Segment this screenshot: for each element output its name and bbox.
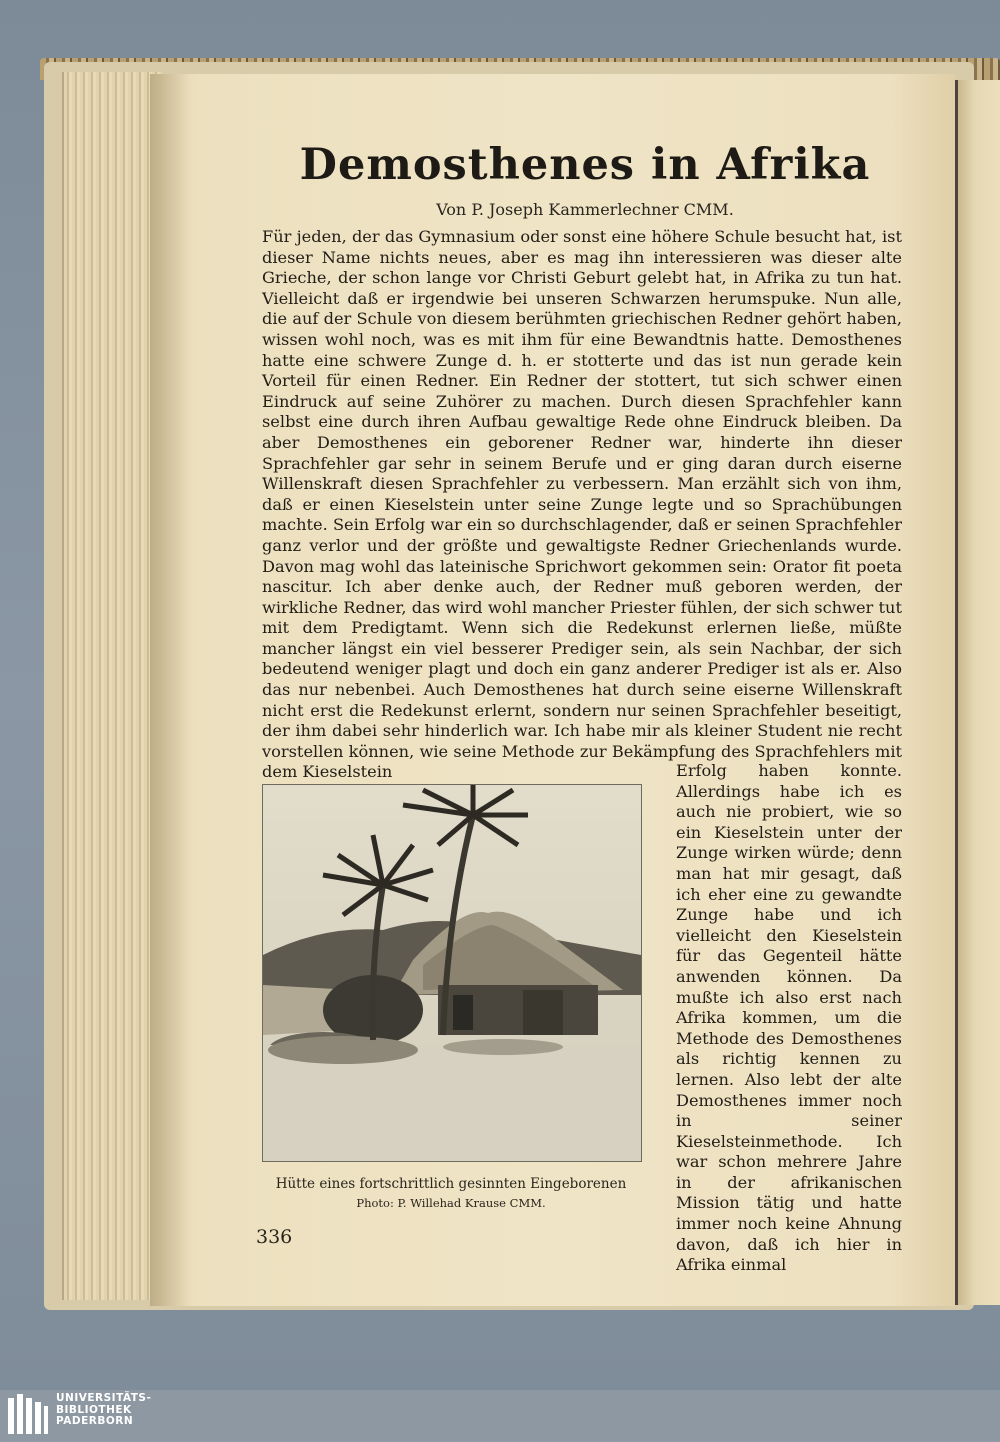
hut-photo [262,784,642,1162]
gutter-shadow [150,74,190,1306]
library-name-line-2: BIBLIOTHEK [56,1403,132,1416]
library-name [56,1393,151,1428]
page-stack [62,72,162,1300]
article-title: Demosthenes in Afrika [299,140,871,190]
article-body-side-column: Erfolg haben konnte. Allerdings habe ich es auch nie probiert, wie so ein Kieselstein unter der Zunge wirken würde; denn man hat mir gesagt, daß ich eher eine zu gewandte Zunge habe und ich vielleicht den Kieselstein für das Gegenteil hätte anwenden können. Da mußte ich also erst nach Afrika kommen, um die Methode des Demosthenes als richtig kennen zu lernen. Also lebt der alte Demosthenes immer noch in seiner Kieselsteinmethode. Ich war schon mehrere Jahre in der afrikanischen Mission tätig und hatte immer noch keine Ahnung davon, daß ich hier in Afrika einmal [676,761,902,1275]
library-name-line-1: UNIVERSITÄTS- [56,1392,152,1404]
library-name-line-3: PADERBORN [56,1415,134,1427]
article-byline: Von P. Joseph Kammerlechner CMM. [436,200,734,219]
page-number: 336 [256,1226,293,1248]
photo-caption: Hütte eines fortschrittlich gesinnten Eingeborenen [275,1176,627,1192]
article-body: Für jeden, der das Gymnasium oder sonst eine höhere Schule besucht hat, ist dieser Name nichts neues, aber es mag ihn interessieren was dieser alte Grieche, der schon lange vor Christi Geburt gelebt hat, in Afrika zu tun hat. Vielleicht daß er irgendwie bei unseren Schwarzen herumspuke. Nun alle, die auf der Schule von diesem berühmten griechischen Redner gehört haben, wissen wohl noch, was es mit ihm für eine Bewandtnis hatte. Demosthenes hatte eine schwere Zunge d. h. er stotterte und das ist nun gerade kein Vorteil für einen Redner. Ein Redner der stottert, tut sich schwer einen Eindruck auf seine Zuhörer zu machen. Durch diesen Sprachfehler kann selbst eine durch ihren Aufbau gewaltige Rede ohne Eindruck bleiben. Da aber Demosthenes ein geborener Redner war, hinderte ihn dieser Sprachfehler gar sehr in seinem Berufe und er ging daran durch eiserne Willenskraft diesen Sprachfehler zu verbessern. Man erzählt sich von ihm, daß er einen Kieselstein unter seine Zunge legte und so Sprachübungen machte. Sein Erfolg war ein so durchschlagender, daß er seinen Sprachfehler ganz verlor und der größte und gewaltigste Redner Griechenlands wurde. Davon mag wohl das lateinische Sprichwort gekommen sein: Orator fit poeta nascitur. Ich aber denke auch, der Redner muß geboren werden, der wirkliche Redner, das wird wohl mancher Priester fühlen, der sich schwer tut mit dem Predigtamt. Wenn sich die Redekunst erlernen ließe, müßte mancher längst ein viel besserer Prediger sein, als sein Nachbar, der sich bedeutend weniger plagt und doch ein ganz anderer Prediger ist als er. Also das nur nebenbei. Auch Demosthenes hat durch seine eiserne Willenskraft nicht erst die Redekunst erlernt, sondern nur seinen Sprachfehler beseitigt, der ihm dabei sehr hinderlich war. Ich habe mir als kleiner Student nie recht vorstellen können, wie seine Methode zur Bekämpfung des Sprachfehlers mit dem Kieselstein [262,227,902,782]
university-library-logo-icon [6,1392,50,1438]
facing-page-edge [958,80,1000,1305]
photo-credit: Photo: P. Willehad Krause CMM. [356,1196,546,1210]
